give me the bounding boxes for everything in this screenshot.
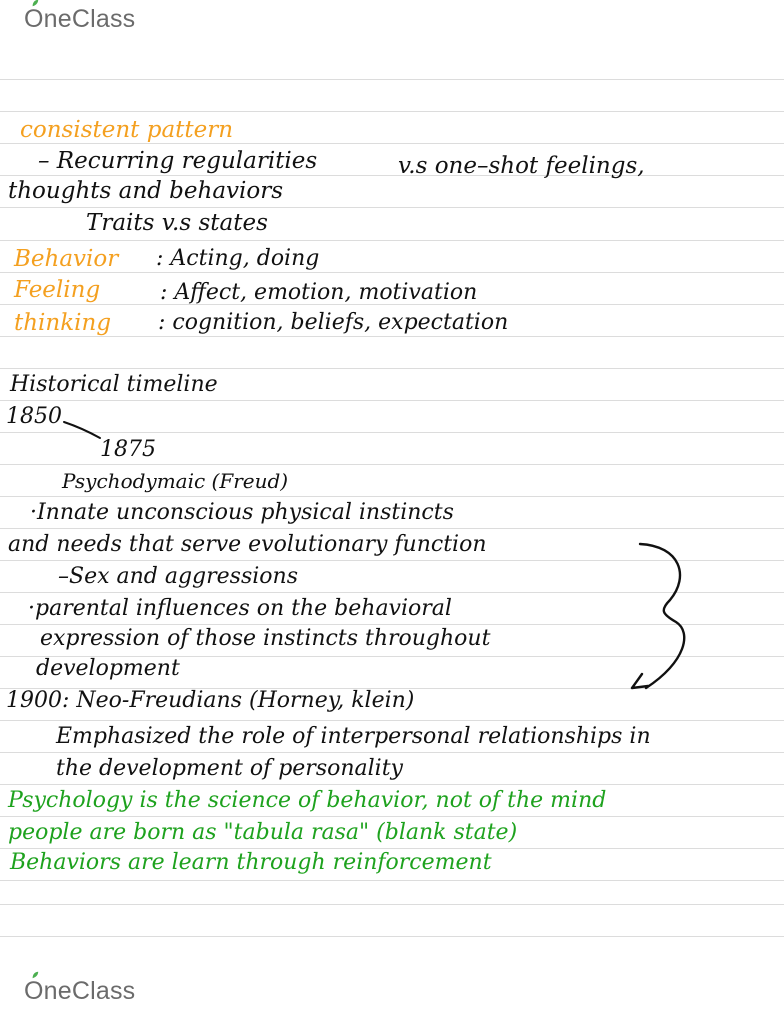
note-psychology-science: Psychology is the science of behavior, not of the mind (8, 788, 607, 813)
heading-consistent-pattern: consistent pattern (20, 117, 234, 143)
def-thinking: : cognition, beliefs, expectation (158, 310, 509, 335)
ruled-line (0, 432, 784, 433)
oneclass-logo-footer (24, 976, 135, 1006)
ruled-line (0, 904, 784, 905)
ruled-line (0, 880, 784, 881)
note-recurring: – Recurring regularities (38, 148, 318, 174)
ruled-line (0, 816, 784, 817)
note-development: development (36, 656, 180, 681)
ruled-line (0, 143, 784, 144)
brand-name: OneClass (24, 5, 136, 33)
label-thinking: thinking (14, 310, 112, 336)
def-feeling: : Affect, emotion, motivation (160, 280, 478, 305)
label-behavior: Behavior (14, 246, 119, 272)
note-expression: expression of those instincts throughout (40, 626, 491, 651)
ruled-line (0, 848, 784, 849)
note-vs-one-shot: v.s one–shot feelings, (398, 153, 645, 179)
ruled-line (0, 752, 784, 753)
ruled-line (0, 720, 784, 721)
ruled-line (0, 111, 784, 112)
ruled-line (0, 79, 784, 80)
def-behavior: : Acting, doing (156, 246, 320, 271)
label-feeling: Feeling (14, 277, 101, 303)
ruled-line (0, 240, 784, 241)
note-reinforcement: Behaviors are learn through reinforcement (10, 850, 492, 875)
ruled-line (0, 207, 784, 208)
ruled-line (0, 496, 784, 497)
ruled-line (0, 528, 784, 529)
note-parental: ·parental influences on the behavioral (28, 596, 452, 621)
brand-name: OneClass (24, 977, 136, 1005)
ruled-line (0, 368, 784, 369)
year-1875: 1875 (100, 437, 156, 462)
note-development-personality: the development of personality (56, 756, 403, 781)
note-traits-states: Traits v.s states (86, 210, 268, 236)
ruled-line (0, 400, 784, 401)
ruled-line (0, 936, 784, 937)
note-needs: and needs that serve evolutionary function (8, 532, 487, 557)
leaf-icon (31, 971, 39, 979)
year-1850: 1850 (6, 404, 62, 429)
note-innate: ·Innate unconscious physical instincts (30, 500, 454, 525)
ruled-line (0, 336, 784, 337)
note-sex-aggressions: –Sex and aggressions (58, 564, 298, 589)
timeline-connector-line (60, 418, 110, 442)
ruled-line (0, 175, 784, 176)
note-psychodynamic: Psychodymaic (Freud) (62, 469, 289, 493)
note-neo-freudians: 1900: Neo-Freudians (Horney, klein) (6, 688, 415, 713)
ruled-line (0, 784, 784, 785)
note-emphasized: Emphasized the role of interpersonal relationships in (56, 724, 651, 749)
leaf-icon (31, 0, 39, 7)
note-tabula-rasa: people are born as "tabula rasa" (blank state) (8, 820, 518, 845)
heading-historical-timeline: Historical timeline (10, 372, 218, 397)
ruled-line (0, 464, 784, 465)
oneclass-logo (24, 4, 135, 34)
note-thoughts: thoughts and behaviors (8, 178, 284, 204)
ruled-line (0, 272, 784, 273)
brace-arrow-icon (620, 536, 700, 706)
